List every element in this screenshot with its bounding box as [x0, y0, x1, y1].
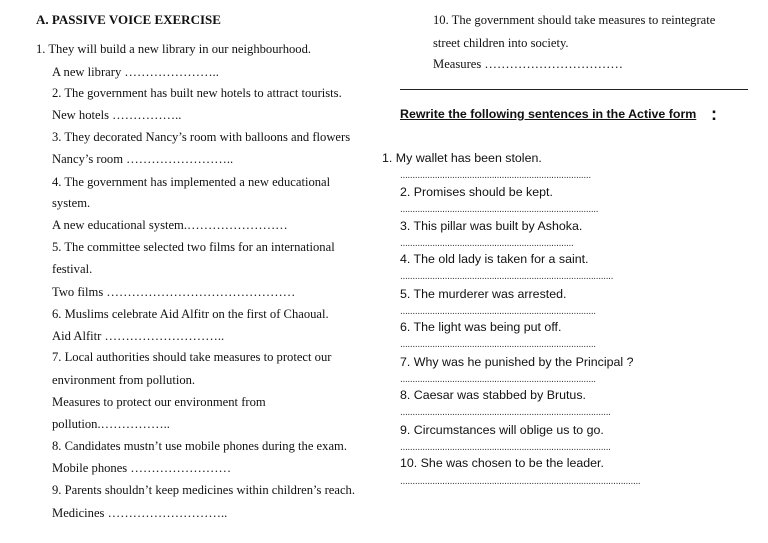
exercise-line: 6. Muslims celebrate Aid Alfitr on the first of Chaoual. — [52, 307, 329, 321]
exercise-line: 8. Candidates mustn’t use mobile phones during the exam. — [52, 439, 347, 453]
answer-dots: ............................................................................... — [400, 306, 596, 317]
exercise-line: pollution.…………….. — [52, 417, 170, 431]
exercise-line: Two films ……………………………………… — [52, 285, 296, 299]
exercise-line: environment from pollution. — [52, 373, 196, 387]
active-sentence: 4. The old lady is taken for a saint. — [400, 252, 589, 266]
active-sentence: 10. She was chosen to be the leader. — [400, 456, 604, 470]
answer-dots: ...................................................................................... — [400, 271, 614, 282]
answer-dots: ..................................................................................... — [400, 442, 611, 453]
section-divider — [400, 89, 748, 90]
exercise-line: Measures …………………………… — [433, 57, 623, 71]
exercise-line: New hotels …………….. — [52, 108, 182, 122]
exercise-line: festival. — [52, 262, 93, 276]
exercise-line: Mobile phones …………………… — [52, 461, 232, 475]
answer-dots: ............................................................................... — [400, 374, 596, 385]
exercise-line: 4. The government has implemented a new educational — [52, 175, 331, 189]
exercise-line: A new library ………………….. — [52, 65, 219, 79]
active-sentence: 2. Promises should be kept. — [400, 185, 553, 199]
exercise-line: 5. The committee selected two films for an international — [52, 240, 335, 254]
answer-dots: ..................................................................................... — [400, 407, 611, 418]
exercise-line: 7. Local authorities should take measures to protect our — [52, 350, 332, 364]
active-sentence: 5. The murderer was arrested. — [400, 287, 567, 301]
active-sentence: 3. This pillar was built by Ashoka. — [400, 219, 583, 233]
active-sentence: 8. Caesar was stabbed by Brutus. — [400, 388, 586, 402]
exercise-line: street children into society. — [433, 36, 569, 50]
active-sentence: 7. Why was he punished by the Principal ? — [400, 355, 634, 369]
active-form-heading: Rewrite the following sentences in the Active form — [400, 107, 697, 121]
exercise-line: Nancy’s room …………………….. — [52, 152, 234, 166]
exercise-line: 3. They decorated Nancy’s room with balloons and flowers — [52, 130, 351, 144]
exercise-line: system. — [52, 196, 91, 210]
answer-dots: ...................................................................... — [400, 238, 574, 249]
exercise-line: Measures to protect our environment from — [52, 395, 266, 409]
exercise-line: 10. The government should take measures to reintegrate — [433, 13, 716, 27]
exercise-line: 1. They will build a new library in our neighbourhood. — [36, 42, 312, 56]
heading-colon: : — [711, 104, 717, 124]
active-sentence: 6. The light was being put off. — [400, 320, 562, 334]
exercise-line: Medicines ……………………….. — [52, 506, 228, 520]
active-sentence: 9. Circumstances will oblige us to go. — [400, 423, 604, 437]
answer-dots: ............................................................................... — [400, 339, 596, 350]
answer-dots: ................................................................................ — [400, 204, 599, 215]
exercise-title: A. PASSIVE VOICE EXERCISE — [36, 12, 221, 27]
answer-dots: ............................................................................. — [400, 170, 591, 181]
exercise-line: A new educational system.…………………… — [52, 218, 288, 232]
exercise-line: Aid Alfitr ……………………….. — [52, 329, 225, 343]
active-sentence: 1. My wallet has been stolen. — [382, 151, 542, 165]
exercise-line: 9. Parents shouldn’t keep medicines within children’s reach. — [52, 483, 355, 497]
answer-dots: ................................................................................................. — [400, 476, 641, 487]
exercise-line: 2. The government has built new hotels to attract tourists. — [52, 86, 342, 100]
